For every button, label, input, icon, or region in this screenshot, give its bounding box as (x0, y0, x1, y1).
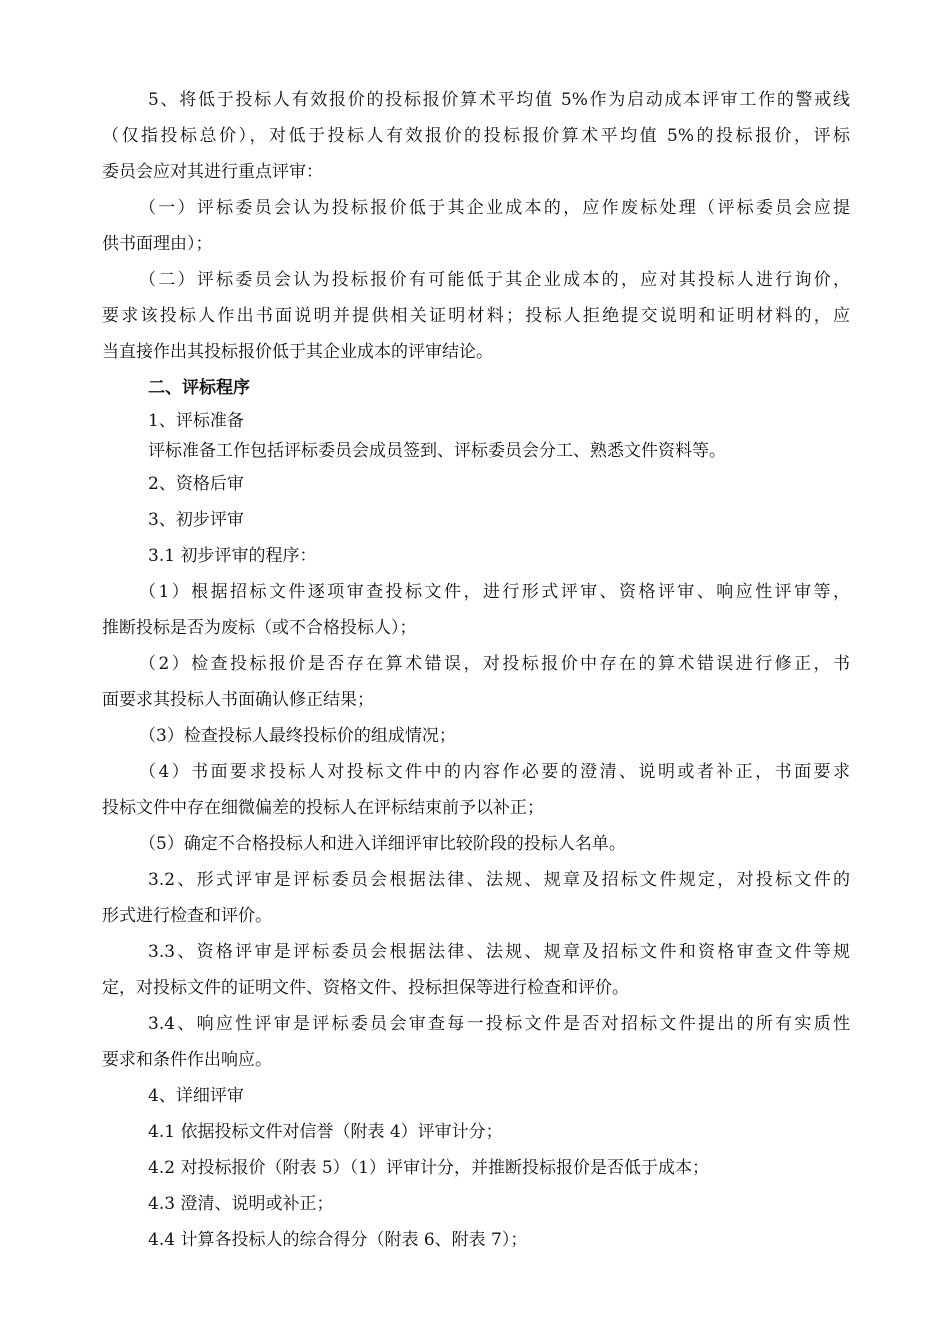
paragraph-line: 3.2、形式评审是评标委员会根据法律、法规、规章及招标文件规定，对投标文件的 (148, 870, 850, 890)
subsection-heading: 1、评标准备 (148, 411, 244, 431)
paragraph-line: 要求和条件作出响应。 (102, 1050, 272, 1070)
document-page (102, 82, 850, 1258)
list-item-line: 推断投标是否为废标（或不合格投标人）； (102, 618, 417, 638)
paragraph-line: 当直接作出其投标报价低于其企业成本的评审结论。 (102, 342, 493, 362)
list-item-line: 4.3 澄清、说明或补正； (148, 1194, 334, 1214)
subsection-heading: 3.1 初步评审的程序： (148, 546, 317, 566)
paragraph-line: 3.4、响应性评审是评标委员会审查每一投标文件是否对招标文件提出的所有实质性 (148, 1014, 850, 1034)
list-item-line: （2）检查投标报价是否存在算术错误，对投标报价中存在的算术错误进行修正，书 (139, 654, 850, 674)
subsection-heading: 4、详细评审 (148, 1086, 244, 1106)
list-item-line: 4.2 对投标报价（附表 5）（1）评审计分，并推断投标报价是否低于成本； (148, 1158, 709, 1178)
list-item-line: （5）确定不合格投标人和进入详细评审比较阶段的投标人名单。 (139, 834, 626, 854)
subsection-heading: 3、初步评审 (148, 510, 244, 530)
paragraph-line: 定，对投标文件的证明文件、资格文件、投标担保等进行检查和评价。 (102, 978, 629, 998)
paragraph-line: 委员会应对其进行重点评审： (102, 162, 323, 182)
paragraph-line: 供书面理由）； (102, 234, 213, 254)
paragraph-line: 要求该投标人作出书面说明并提供相关证明材料；投标人拒绝提交说明和证明材料的，应 (102, 306, 850, 326)
list-item-line: （1）根据招标文件逐项审查投标文件，进行形式评审、资格评审、响应性评审等， (139, 582, 850, 602)
paragraph-line: 5、将低于投标人有效报价的投标报价算术平均值 5%作为启动成本评审工作的警戒线 (148, 90, 850, 110)
paragraph-line: （一）评标委员会认为投标报价低于其企业成本的，应作废标处理（评标委员会应提 (139, 198, 850, 218)
paragraph-line: 3.3、资格评审是评标委员会根据法律、法规、规章及招标文件和资格审查文件等规 (148, 942, 850, 962)
paragraph-line: 评标准备工作包括评标委员会成员签到、评标委员会分工、熟悉文件资料等。 (148, 441, 726, 461)
paragraph-line: （二）评标委员会认为投标报价有可能低于其企业成本的，应对其投标人进行询价， (139, 270, 850, 290)
paragraph-line: （仅指投标总价），对低于投标人有效报价的投标报价算术平均值 5%的投标报价，评标 (102, 126, 850, 146)
list-item-line: （4）书面要求投标人对投标文件中的内容作必要的澄清、说明或者补正，书面要求 (139, 762, 850, 782)
list-item-line: 投标文件中存在细微偏差的投标人在评标结束前予以补正； (102, 798, 544, 818)
paragraph-line: 形式进行检查和评价。 (102, 906, 272, 926)
list-item-line: 4.4 计算各投标人的综合得分（附表 6、附表 7）； (148, 1230, 528, 1250)
list-item-line: 面要求其投标人书面确认修正结果； (102, 690, 374, 710)
list-item-line: 4.1 依据投标文件对信誉（附表 4）评审计分； (148, 1122, 503, 1142)
list-item-line: （3）检查投标人最终投标价的组成情况； (139, 726, 456, 746)
section-heading: 二、评标程序 (148, 378, 250, 398)
subsection-heading: 2、资格后审 (148, 474, 244, 494)
